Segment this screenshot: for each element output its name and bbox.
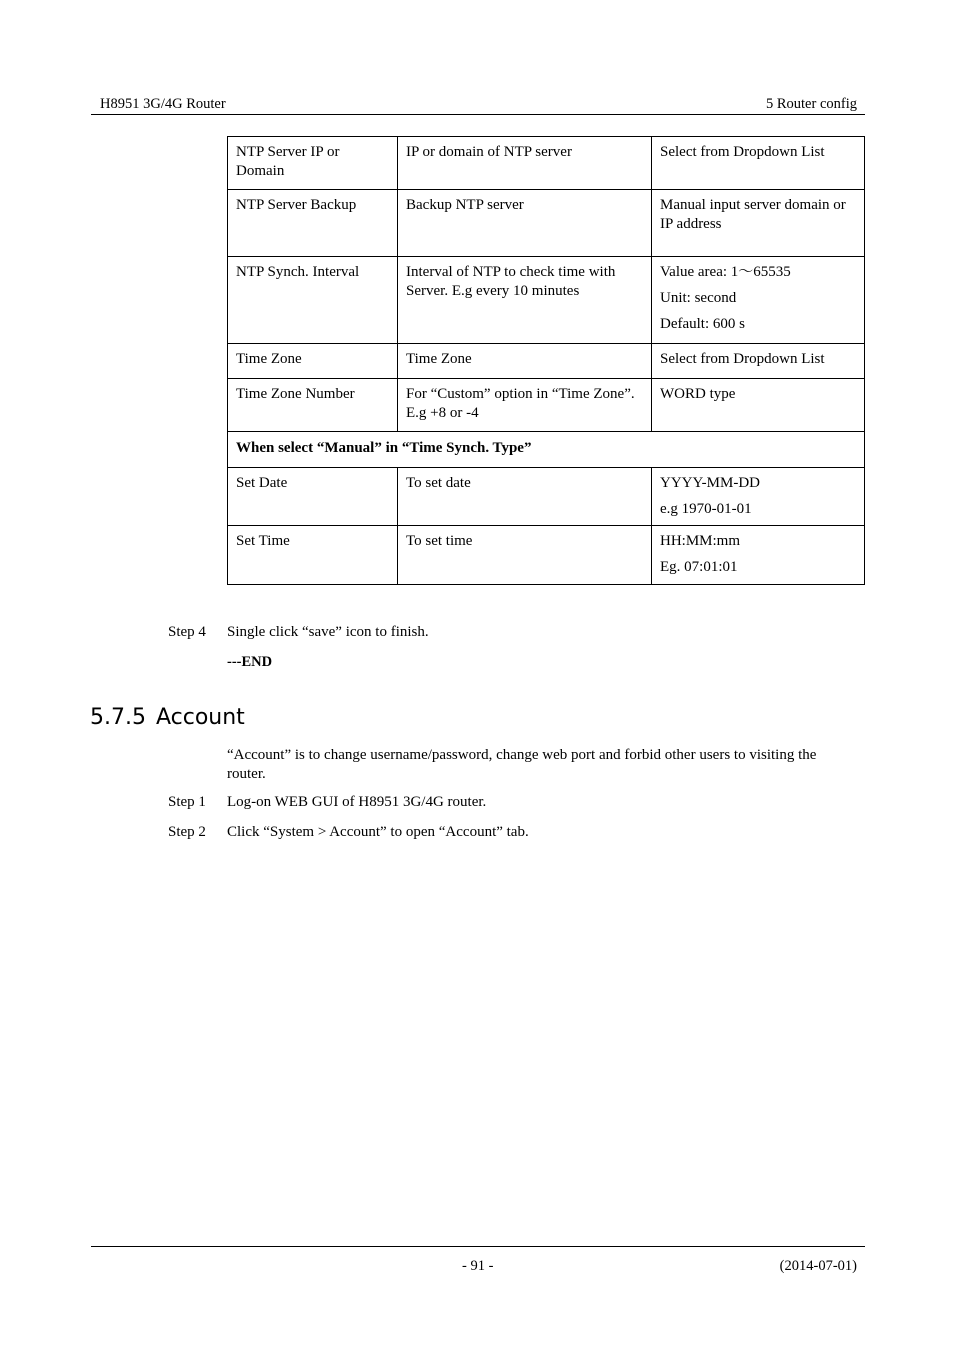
step-text: Log-on WEB GUI of H8951 3G/4G router. [227,794,487,810]
document-date: (2014-07-01) [779,1258,857,1274]
parameter-table [227,136,865,585]
table-row [228,190,865,257]
param-name: NTP Server IP or Domain [228,137,398,190]
header-chapter: 5 Router config [765,96,857,112]
step-label: Step 1 [168,794,206,810]
param-name: Time Zone Number [228,379,398,432]
param-name: NTP Server Backup [228,190,398,257]
table-row [228,526,865,585]
value-line: Value area: 1～65535 [660,264,791,280]
value-line: Eg. 07:01:01 [660,559,738,575]
page-number: - 91 - [462,1258,494,1274]
param-value [652,468,865,526]
value-line: Unit: second [660,290,737,306]
value-line: e.g 1970-01-01 [660,501,752,517]
table-row [228,344,865,379]
value-line: YYYY-MM-DD [660,475,760,491]
value-line: HH:MM:mm [660,533,741,549]
param-description: Time Zone [398,344,652,379]
param-value [652,526,865,585]
section-title: Account [155,705,245,730]
param-name: Time Zone [228,344,398,379]
param-description: To set date [398,468,652,526]
step-text: Click “System > Account” to open “Account” tab. [227,824,529,840]
table-row [228,137,865,190]
header-product-name: H8951 3G/4G Router [100,96,226,112]
table-row [228,468,865,526]
table-row [228,379,865,432]
table-row [228,257,865,344]
param-value: WORD type [652,379,865,432]
value-line: Default: 600 s [660,316,745,332]
end-marker: ---END [227,654,273,670]
param-name: Set Time [228,526,398,585]
intro-paragraph: “Account” is to change username/password, change web port and forbid other users to visiting the router. [227,747,817,782]
param-value: Manual input server domain or IP address [652,190,865,257]
table-section-row [228,432,865,468]
param-description: For “Custom” option in “Time Zone”. E.g +8 or -4 [398,379,652,432]
section-row-label: When select “Manual” in “Time Synch. Type” [228,432,865,468]
page-header [91,95,865,115]
param-name: Set Date [228,468,398,526]
param-description: Backup NTP server [398,190,652,257]
param-description: Interval of NTP to check time with Server. E.g every 10 minutes [398,257,652,344]
section-heading [90,705,245,730]
step-label: Step 4 [168,624,206,640]
param-description: IP or domain of NTP server [398,137,652,190]
param-name: NTP Synch. Interval [228,257,398,344]
param-value: Select from Dropdown List [652,344,865,379]
step-label: Step 2 [168,824,206,840]
param-value [652,257,865,344]
section-number: 5.7.5 [90,705,146,730]
param-description: To set time [398,526,652,585]
param-value: Select from Dropdown List [652,137,865,190]
step-text: Single click “save” icon to finish. [227,624,429,640]
page-footer [91,1246,865,1277]
